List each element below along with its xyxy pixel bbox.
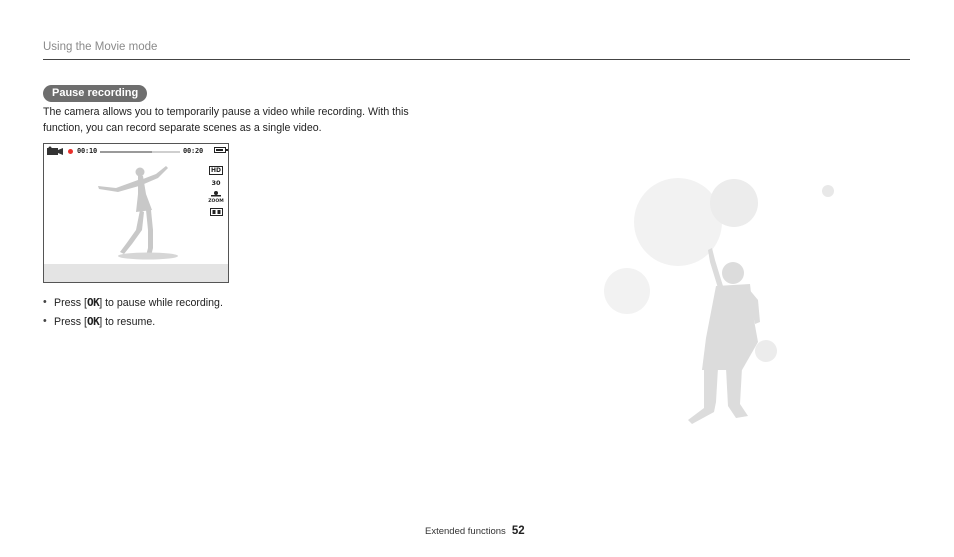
page-number: 52 — [511, 525, 525, 537]
camera-screen-illustration — [43, 143, 229, 283]
rec-indicator-icon — [68, 149, 73, 154]
decorative-boy-illustration — [590, 170, 850, 440]
section-badge: Pause recording — [43, 85, 147, 102]
dancer-silhouette-image — [96, 164, 186, 260]
recording-progress-fill — [100, 151, 152, 153]
screen-bottom-bar — [44, 264, 228, 282]
battery-icon — [214, 147, 226, 153]
remaining-time: 00:20 — [183, 147, 204, 155]
intro-paragraph: The camera allows you to temporarily pause a video while recording. With this function, you can record separate scenes as a single video. — [43, 106, 409, 134]
list-item: • Press [OK] to resume. — [43, 313, 223, 332]
frame-rate-icon: 30 — [211, 179, 221, 187]
recording-progress-bar — [100, 151, 180, 153]
list-item: • Press [OK] to pause while recording. — [43, 294, 223, 313]
hd-resolution-icon: HD — [210, 167, 221, 174]
metering-icon — [210, 208, 223, 216]
header-divider — [43, 59, 910, 60]
footer-section: Extended functions — [425, 526, 506, 537]
ok-button-label: OK — [86, 314, 100, 328]
elapsed-time: 00:10 — [77, 147, 98, 155]
running-header: Using the Movie mode — [43, 41, 158, 53]
voice-recording-icon — [208, 191, 223, 204]
camera-mode-icon — [46, 146, 64, 156]
page-footer — [425, 525, 525, 537]
screen-status-icons — [208, 166, 224, 216]
ok-button-label: OK — [86, 296, 100, 309]
zoom-label: ZOOM — [208, 199, 224, 204]
instruction-list — [43, 294, 223, 331]
